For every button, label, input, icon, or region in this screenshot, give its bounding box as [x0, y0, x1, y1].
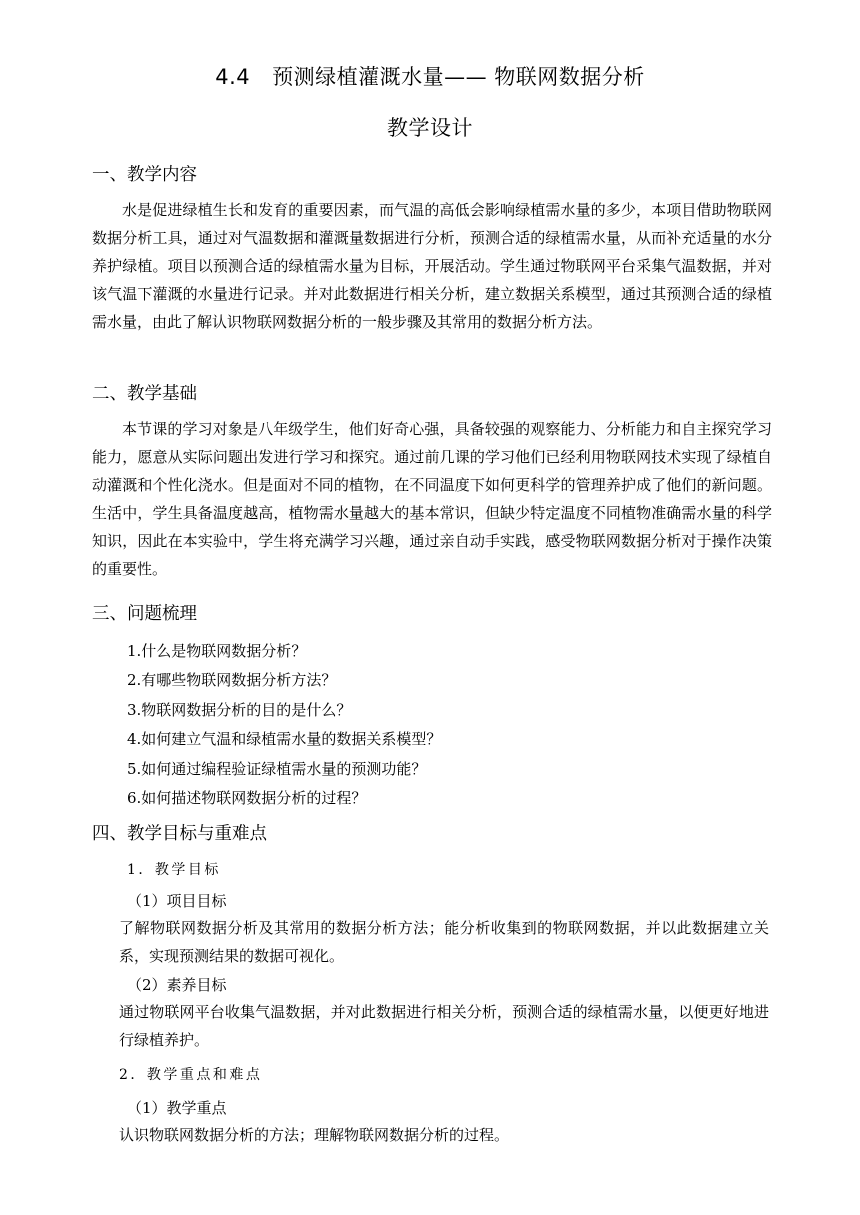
subheading-literacy-goal: （2）素养目标 — [127, 976, 227, 994]
section-number: 4.4 — [215, 65, 251, 89]
subheading-project-goal: （1）项目目标 — [127, 892, 227, 910]
subheading-key-points: （1）教学重点 — [127, 1099, 227, 1117]
subheading-teaching-goals: 1．教学目标 — [127, 862, 221, 878]
title-main: 预测绿植灌溉水量—— 物联网数据分析 — [272, 65, 645, 89]
document-subtitle: 教学设计 — [387, 116, 473, 140]
question-item: 2.有哪些物联网数据分析方法？ — [127, 671, 337, 690]
heading-teaching-content: 一、教学内容 — [92, 165, 197, 185]
document-title — [0, 61, 860, 91]
question-item: 6.如何描述物联网数据分析的过程？ — [127, 789, 367, 808]
heading-goals-and-key-points: 四、教学目标与重难点 — [92, 824, 267, 844]
paragraph-key-points: 认识物联网数据分析的方法；理解物联网数据分析的过程。 — [119, 1126, 510, 1144]
heading-teaching-basis: 二、教学基础 — [92, 384, 197, 404]
question-item: 4.如何建立气温和绿植需水量的数据关系模型？ — [127, 730, 442, 749]
paragraph-teaching-content: 水是促进绿植生长和发育的重要因素，而气温的高低会影响绿植需水量的多少，本项目借助物联网数据分析工具，通过对气温数据和灌溉量数据进行分析，预测合适的绿植需水量，从而补充适量的水分养护绿植。项目以预测合适的绿植需水量为目标，开展活动。学生通过物联网平台采集气温数据，并对该气温下灌溉的水量进行记录。并对此数据进行相关分析，建立数据关系模型，通过其预测合适的绿植需水量，由此了解认识物联网数据分析的一般步骤及其常用的数据分析方法。 — [92, 201, 772, 331]
question-list — [127, 637, 441, 813]
heading-question-sorting: 三、问题梳理 — [92, 604, 197, 624]
paragraph-literacy-goal: 通过物联网平台收集气温数据，并对此数据进行相关分析，预测合适的绿植需水量，以便更好地进行绿植养护。 — [119, 1003, 769, 1049]
question-item: 3.物联网数据分析的目的是什么？ — [127, 700, 352, 719]
subheading-key-difficult-points: 2．教学重点和难点 — [119, 1067, 263, 1083]
paragraph-project-goal: 了解物联网数据分析及其常用的数据分析方法；能分析收集到的物联网数据，并以此数据建立关系，实现预测结果的数据可视化。 — [119, 919, 769, 965]
question-item: 1.什么是物联网数据分析？ — [127, 642, 307, 660]
paragraph-teaching-basis: 本节课的学习对象是八年级学生，他们好奇心强，具备较强的观察能力、分析能力和自主探究学习能力，愿意从实际问题出发进行学习和探究。通过前几课的学习他们已经利用物联网技术实现了绿植自动灌溉和个性化浇水。但是面对不同的植物，在不同温度下如何更科学的管理养护成了他们的新问题。生活中，学生具备温度越高，植物需水量越大的基本常识，但缺少特定温度不同植物准确需水量的科学知识，因此在本实验中，学生将充满学习兴趣，通过亲自动手实践，感受物联网数据分析对于操作决策的重要性。 — [92, 420, 772, 578]
question-item: 5.如何通过编程验证绿植需水量的预测功能？ — [127, 759, 427, 778]
